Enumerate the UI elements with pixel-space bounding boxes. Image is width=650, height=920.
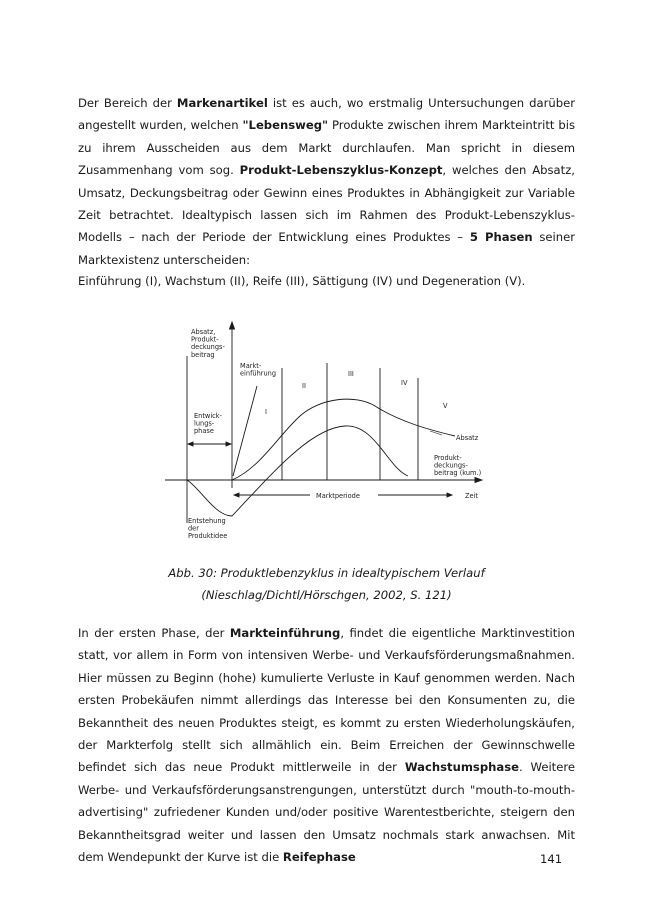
markteinfuehrung-label-line-2: einführung: [240, 369, 277, 378]
y-axis-label-line-4: beitrag: [191, 350, 215, 359]
markteinfuehrung-paragraph: [78, 622, 575, 868]
y-axis-label-line-1: Absatz,: [191, 328, 216, 336]
pdb-label-line-3: beitrag (kum.): [434, 469, 482, 478]
text-run: seiner Marktexistenz unterscheiden:: [78, 230, 575, 267]
bold-term: Markteinführung: [229, 626, 341, 640]
product-lifecycle-diagram: [160, 318, 500, 548]
entstehung-label-line-1: Entstehung: [188, 517, 226, 525]
text-run: , findet die eigentliche Marktinvestition statt, vor allem in Form von intensiven Werbe- und Verkaufsförderungsmaßnahmen. Hier müssen zu Beginn (hohe) kumulierte Verluste in Kauf genommen werden. Nach ersten Probekäufen nimmt allerdings das Interesse bei den Konsumenten zu, die Bekanntheit des neuen Produktes steigt, es kommt zu ersten Wiederholungskäufen, der Markterfolg stellt sich allmählich ein. Beim Erreichen der Gewinnschwelle befindet sich das neue Produkt mittlerweile in der: [78, 626, 575, 775]
pdb-curve: [187, 426, 408, 516]
y-axis-label-line-2: Produkt-: [191, 335, 219, 344]
y-axis-arrow: [230, 322, 235, 329]
text-run: . Weitere Werbe- und Verkaufsförderungsanstrengungen, unterstützt durch "mouth-to-mouth-advertising" zufriedener Kunden und/oder positive Warentestberichte, steigern den Bekanntheitsgrad weiter und lassen den Umsatz nochmals stark anwachsen. Mit dem Wendepunkt der Kurve ist die: [78, 760, 575, 865]
bold-term: Produkt-Lebenszyklus-Konzept: [239, 163, 443, 178]
pdb-label-line-2: deckungs-: [434, 461, 468, 470]
entwicklungsphase-label-line-1: Entwick-: [194, 412, 222, 420]
text-run: ist es auch, wo erstmalig Untersuchungen darüber angestellt wurden, welchen: [78, 96, 575, 133]
intro-paragraph: [78, 92, 575, 271]
x-axis-arrow: [475, 478, 482, 483]
page-number: 141: [540, 852, 563, 866]
bold-term: Wachstumsphase: [404, 760, 519, 775]
entwicklungsphase-label-line-2: lungs-: [194, 419, 215, 428]
pdb-label-line-1: Produkt-: [434, 454, 462, 462]
bold-term: "Lebensweg": [242, 118, 329, 133]
y-axis-label-line-3: deckungs-: [191, 343, 225, 352]
phase-label-4: IV: [401, 379, 408, 387]
entwicklungsphase-label-line-3: phase: [194, 427, 214, 436]
marktperiode-label: Marktperiode: [316, 492, 360, 500]
zeit-label: Zeit: [465, 492, 478, 500]
absatz-label: Absatz: [456, 434, 479, 442]
bold-term: 5 Phasen: [469, 230, 533, 245]
phases-list-paragraph: Einführung (I), Wachstum (II), Reife (III), Sättigung (IV) und Degeneration (V).: [78, 274, 526, 288]
text-run: Der Bereich der: [78, 96, 177, 110]
phase-label-5: V: [443, 402, 448, 410]
entstehung-label-line-3: Produktidee: [188, 532, 228, 541]
phase-label-1: I: [265, 408, 267, 416]
phase-label-3: III: [348, 370, 354, 378]
bold-term: Reifephase: [282, 850, 356, 865]
markteinfuehrung-label-line-1: Markt-: [240, 362, 262, 370]
figure-caption-title: Abb. 30: Produktlebenzyklus in idealtypischem Verlauf: [168, 566, 485, 580]
text-run: , welches den Absatz, Umsatz, Deckungsbeitrag oder Gewinn eines Produktes in Abhängigkeit zur Variable Zeit betrachtet. Idealtypisch lassen sich im Rahmen des Produkt-Lebenszyklus-Modells – nach der Periode der Entwicklung eines Produktes –: [78, 163, 575, 245]
figure-caption-source: (Nieschlag/Dichtl/Hörschgen, 2002, S. 121): [201, 588, 452, 602]
text-run: In der ersten Phase, der: [78, 626, 230, 640]
text-run: Produkte zwischen ihrem Markteintritt bis zu ihrem Ausscheiden aus dem Markt durchlaufen. Man spricht in diesem Zusammenhang vom sog.: [78, 118, 575, 178]
phase-label-2: II: [302, 382, 306, 390]
entstehung-label-line-2: der: [188, 524, 199, 533]
markteinfuehrung-pointer: [233, 386, 257, 476]
bold-term: Markenartikel: [176, 96, 268, 110]
